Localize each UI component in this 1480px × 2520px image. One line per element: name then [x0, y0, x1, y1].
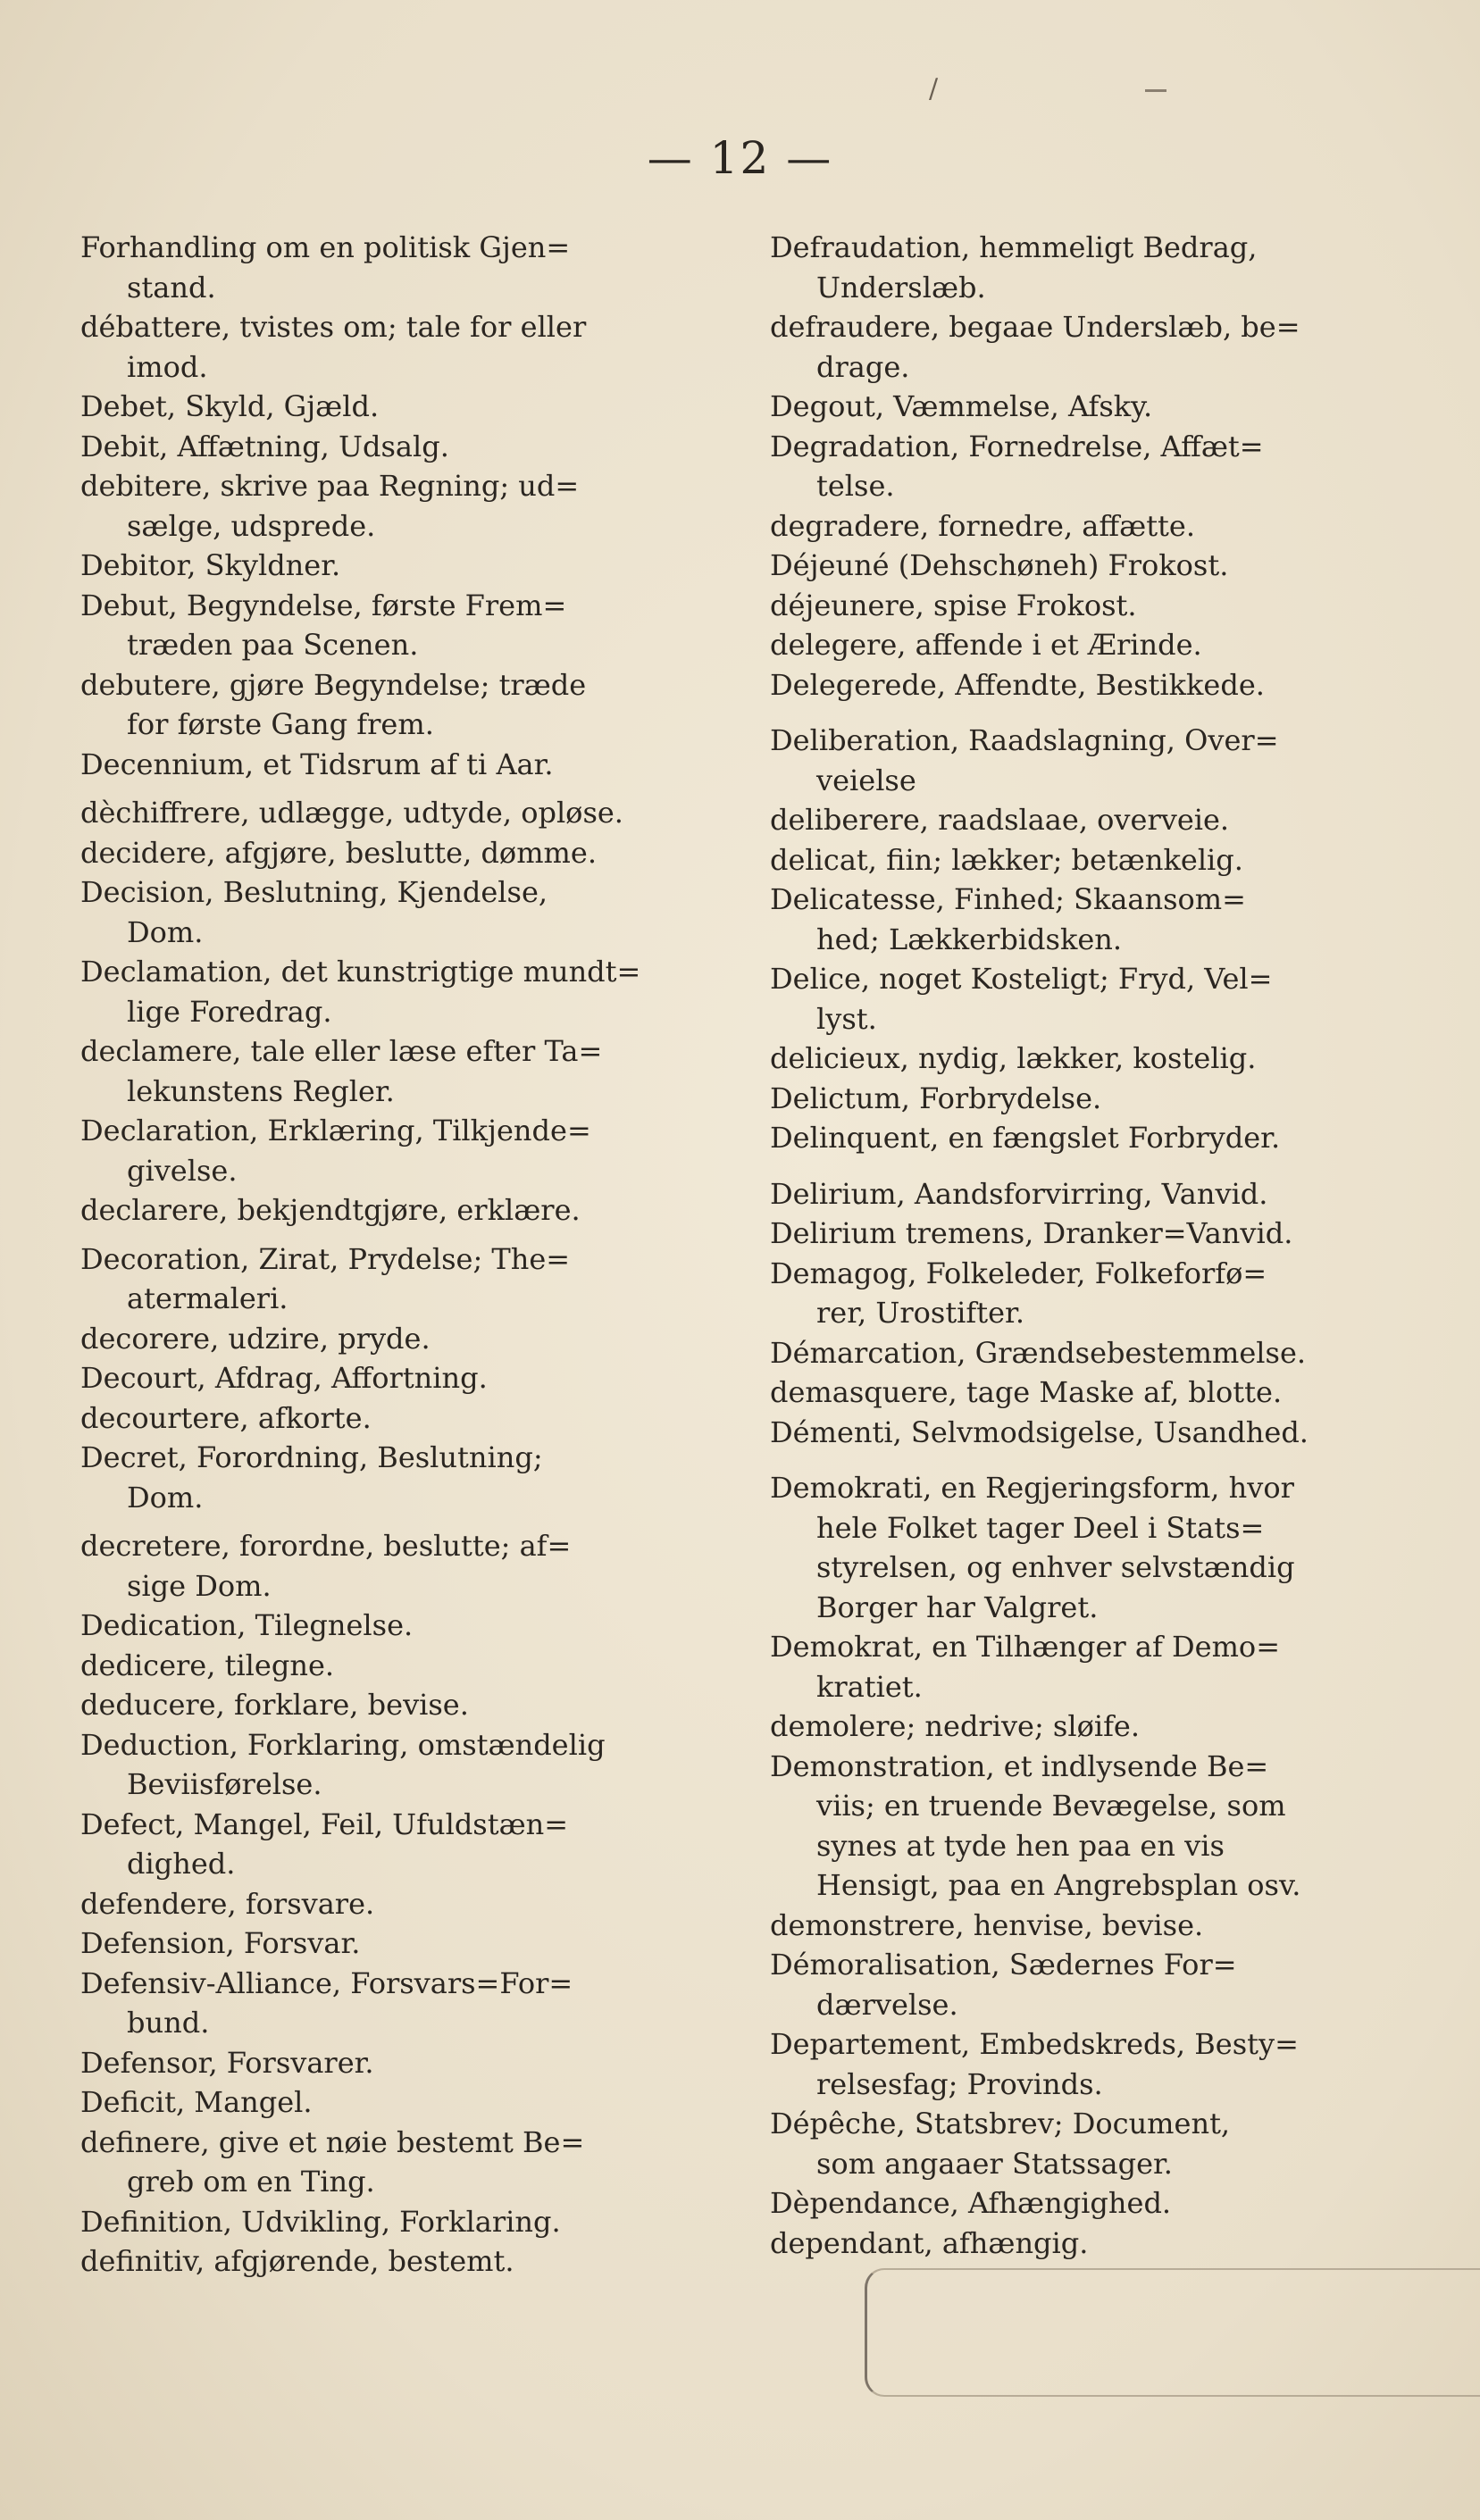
entry-continuation: sælge, udsprede.: [127, 508, 376, 543]
entry-headline: Deficit, Mangel.: [80, 2085, 313, 2119]
dictionary-entry: [80, 586, 732, 665]
entry-headline: degradere, fornedre, affætte.: [770, 508, 1196, 543]
entry-continuation: stand.: [127, 270, 216, 305]
dictionary-entry: [770, 1627, 1413, 1706]
entry-continuation: Borger har Valgret.: [816, 1590, 1099, 1624]
entry-headline: Dépêche, Statsbrev; Document,: [770, 2107, 1231, 2140]
dictionary-entry: [80, 1398, 732, 1439]
entry-continuation: relsesfag; Provinds.: [816, 2066, 1103, 2101]
entry-headline: delicieux, nydig, lækker, kostelig.: [770, 1041, 1257, 1075]
page-number: — 12 —: [647, 132, 833, 184]
dictionary-entry: [770, 1118, 1413, 1158]
dictionary-entry: [770, 1945, 1413, 2024]
dictionary-entry: [770, 427, 1413, 506]
dictionary-entry: [770, 2104, 1413, 2183]
dictionary-entry: [770, 387, 1413, 427]
entry-headline: Demokrat, en Tilhænger af Demo=: [770, 1630, 1280, 1664]
entry-headline: Delinquent, en fængslet Forbryder.: [770, 1121, 1281, 1155]
dictionary-entry: [80, 745, 732, 785]
dictionary-entry: [770, 880, 1413, 959]
dictionary-entry: [80, 1438, 732, 1517]
dictionary-entry: [80, 387, 732, 427]
dictionary-entry: [770, 546, 1413, 586]
dictionary-entry: [80, 665, 732, 745]
entry-headline: demasquere, tage Maske af, blotte.: [770, 1375, 1283, 1409]
dictionary-entry: [770, 2024, 1413, 2104]
dictionary-entry: [770, 1906, 1413, 1946]
entry-continuation: drage.: [816, 349, 910, 384]
entry-continuation: veielse: [816, 763, 916, 797]
entry-headline: delegere, affende i et Ærinde.: [770, 628, 1202, 662]
entry-headline: Delice, noget Kosteligt; Fryd, Vel=: [770, 962, 1273, 996]
dictionary-entry: [80, 1884, 732, 1924]
entry-continuation: greb om en Ting.: [127, 2165, 375, 2199]
entry-continuation: imod.: [127, 349, 208, 384]
entry-headline: débattere, tvistes om; tale for eller: [80, 310, 587, 344]
entry-continuation: Dom.: [127, 1480, 204, 1515]
entry-continuation: rer, Urostifter.: [816, 1296, 1024, 1330]
entry-headline: Decret, Forordning, Beslutning;: [80, 1440, 543, 1474]
dictionary-entry: [80, 872, 732, 952]
dictionary-entry: [770, 586, 1413, 626]
dictionary-entry: [80, 1646, 732, 1686]
entry-headline: déjeunere, spise Frokost.: [770, 588, 1137, 622]
entry-headline: Delictum, Forbrydelse.: [770, 1081, 1102, 1115]
entry-headline: Deduction, Forklaring, omstændelig: [80, 1727, 606, 1762]
dictionary-entry: [80, 1111, 732, 1190]
entry-continuation: for første Gang frem.: [127, 707, 434, 741]
entry-headline: deliberere, raadslaae, overveie.: [770, 803, 1230, 837]
dictionary-entry: [770, 2224, 1413, 2264]
entry-continuation: dighed.: [127, 1847, 236, 1881]
entry-headline: declamere, tale eller læse efter Ta=: [80, 1034, 603, 1068]
entry-headline: Defect, Mangel, Feil, Ufuldstæn=: [80, 1807, 569, 1841]
entry-headline: Defensor, Forsvarer.: [80, 2045, 374, 2080]
entry-continuation: Hensigt, paa en Angrebsplan osv.: [816, 1868, 1301, 1902]
bracket-mark: [865, 2268, 1480, 2397]
entry-continuation: synes at tyde hen paa en vis: [816, 1828, 1225, 1863]
entry-headline: Déjeuné (Dehschøneh) Frokost.: [770, 548, 1229, 582]
dictionary-entry: [80, 1526, 732, 1606]
dictionary-entry: [80, 1606, 732, 1646]
dictionary-entry: [770, 1706, 1413, 1747]
dictionary-entry: [80, 1805, 732, 1884]
entry-headline: Defension, Forsvar.: [80, 1926, 361, 1960]
dictionary-entry: [770, 1039, 1413, 1079]
entry-continuation: lige Foredrag.: [127, 994, 332, 1029]
entry-headline: Démarcation, Grændsebestemmelse.: [770, 1335, 1307, 1370]
entry-headline: Decoration, Zirat, Prydelse; The=: [80, 1241, 571, 1276]
dictionary-entry: [80, 2082, 732, 2123]
dictionary-entry: [80, 546, 732, 586]
entry-headline: Debitor, Skyldner.: [80, 548, 341, 582]
entry-headline: Debet, Skyld, Gjæld.: [80, 389, 380, 423]
entry-headline: debutere, gjøre Begyndelse; træde: [80, 667, 587, 702]
entry-headline: Defensiv-Alliance, Forsvars=For=: [80, 1965, 573, 2000]
entry-headline: Delirium tremens, Dranker=Vanvid.: [770, 1216, 1293, 1250]
entry-headline: Démenti, Selvmodsigelse, Usandhed.: [770, 1414, 1309, 1449]
entry-headline: Definition, Udvikling, Forklaring.: [80, 2204, 561, 2239]
entry-headline: Departement, Embedskreds, Besty=: [770, 2027, 1299, 2061]
dictionary-entry: [770, 2183, 1413, 2224]
entry-headline: Declamation, det kunstrigtige mundt=: [80, 955, 641, 989]
entry-headline: Forhandling om en politisk Gjen=: [80, 230, 571, 264]
entry-continuation: viis; en truende Bevægelse, som: [816, 1789, 1286, 1823]
dictionary-entry: [770, 1373, 1413, 1413]
entry-continuation: Underslæb.: [816, 270, 986, 305]
dictionary-entry: [80, 2202, 732, 2242]
entry-headline: Delicatesse, Finhed; Skaansom=: [770, 882, 1246, 916]
entry-headline: decorere, udzire, pryde.: [80, 1321, 431, 1356]
entry-continuation: hele Folket tager Deel i Stats=: [816, 1510, 1265, 1545]
entry-headline: Dedication, Tilegnelse.: [80, 1608, 414, 1642]
entry-continuation: som angaaer Statssager.: [816, 2146, 1173, 2181]
entry-continuation: Beviisførelse.: [127, 1767, 322, 1801]
entry-continuation: bund.: [127, 2006, 210, 2040]
dictionary-entry: [80, 1358, 732, 1398]
dictionary-entry: [770, 800, 1413, 840]
entry-continuation: Dom.: [127, 914, 204, 949]
dictionary-entry: [80, 952, 732, 1031]
dictionary-entry: [770, 1254, 1413, 1333]
dictionary-entry: [770, 625, 1413, 665]
dictionary-entry: [80, 1923, 732, 1964]
dictionary-entry: [770, 840, 1413, 880]
dictionary-entry: [770, 228, 1413, 307]
entry-headline: Delegerede, Affendte, Bestikkede.: [770, 667, 1265, 702]
entry-headline: decretere, forordne, beslutte; af=: [80, 1529, 572, 1563]
dictionary-entry: [80, 1725, 732, 1805]
dictionary-entry: [770, 1413, 1413, 1453]
dictionary-entry: [80, 1964, 732, 2043]
dictionary-entry: [80, 1239, 732, 1319]
entry-headline: defendere, forsvare.: [80, 1886, 375, 1921]
dictionary-entry: [770, 1079, 1413, 1119]
entry-headline: dependant, afhængig.: [770, 2225, 1089, 2260]
dictionary-entry: [80, 2043, 732, 2083]
entry-headline: Delirium, Aandsforvirring, Vanvid.: [770, 1176, 1268, 1211]
left-column: [80, 228, 732, 2282]
right-column: [770, 228, 1413, 2263]
dictionary-entry: [80, 2123, 732, 2202]
dictionary-entry: [770, 721, 1413, 800]
dictionary-entry: [770, 1333, 1413, 1373]
dictionary-entry: [80, 427, 732, 467]
dictionary-entry: [770, 1747, 1413, 1906]
entry-headline: Démoralisation, Sædernes For=: [770, 1948, 1237, 1982]
entry-headline: Deliberation, Raadslagning, Over=: [770, 723, 1279, 757]
dictionary-entry: [80, 793, 732, 833]
entry-headline: Debit, Affætning, Udsalg.: [80, 429, 449, 463]
entry-headline: Dèpendance, Afhængighed.: [770, 2186, 1172, 2220]
dictionary-entry: [80, 1319, 732, 1359]
dictionary-entry: [770, 1214, 1413, 1254]
pencil-slash-mark: /: [929, 73, 939, 104]
entry-continuation: givelse.: [127, 1153, 238, 1188]
entry-continuation: dærvelse.: [816, 1987, 958, 2022]
entry-continuation: lekunstens Regler.: [127, 1073, 395, 1108]
entry-headline: dedicere, tilegne.: [80, 1648, 335, 1682]
dictionary-entry: [80, 833, 732, 873]
entry-headline: Decourt, Afdrag, Affortning.: [80, 1361, 488, 1395]
entry-headline: Degradation, Fornedrelse, Affæt=: [770, 429, 1264, 463]
entry-headline: definere, give et nøie bestemt Be=: [80, 2124, 585, 2159]
dictionary-entry: [770, 1468, 1413, 1627]
entry-continuation: atermaleri.: [127, 1281, 288, 1315]
entry-headline: Debut, Begyndelse, første Frem=: [80, 588, 567, 622]
dictionary-entry: [80, 1031, 732, 1111]
dictionary-entry: [80, 1685, 732, 1725]
entry-continuation: sige Dom.: [127, 1568, 272, 1603]
entry-headline: Decision, Beslutning, Kjendelse,: [80, 875, 548, 909]
entry-headline: decourtere, afkorte.: [80, 1400, 372, 1435]
entry-continuation: træden paa Scenen.: [127, 628, 419, 662]
dictionary-entry: [770, 665, 1413, 705]
entry-headline: decidere, afgjøre, beslutte, dømme.: [80, 835, 597, 870]
entry-headline: defraudere, begaae Underslæb, be=: [770, 310, 1300, 344]
entry-headline: deducere, forklare, bevise.: [80, 1688, 469, 1722]
entry-continuation: styrelsen, og enhver selvstændig: [816, 1550, 1295, 1584]
dictionary-entry: [770, 307, 1413, 387]
dictionary-entry: [80, 466, 732, 546]
dictionary-entry: [770, 959, 1413, 1039]
pencil-dash-mark: [1145, 89, 1166, 92]
dictionary-entry: [80, 2241, 732, 2282]
entry-headline: delicat, fiin; lækker; betænkelig.: [770, 842, 1243, 877]
entry-headline: Degout, Væmmelse, Afsky.: [770, 389, 1153, 423]
entry-continuation: telse.: [816, 469, 895, 503]
entry-headline: Demagog, Folkeleder, Folkeforfø=: [770, 1256, 1267, 1290]
entry-continuation: lyst.: [816, 1001, 877, 1036]
dictionary-entry: [770, 506, 1413, 547]
dictionary-entry: [770, 1174, 1413, 1214]
entry-headline: Declaration, Erklæring, Tilkjende=: [80, 1114, 591, 1147]
entry-headline: Defraudation, hemmeligt Bedrag,: [770, 230, 1258, 264]
dictionary-entry: [80, 228, 732, 307]
entry-headline: debitere, skrive paa Regning; ud=: [80, 469, 580, 503]
entry-continuation: hed; Lækkerbidsken.: [816, 922, 1123, 956]
entry-headline: demolere; nedrive; sløife.: [770, 1709, 1141, 1743]
entry-continuation: kratiet.: [816, 1669, 923, 1704]
dictionary-entry: [80, 1190, 732, 1231]
entry-headline: declarere, bekjendtgjøre, erklære.: [80, 1193, 581, 1227]
entry-headline: Demonstration, et indlysende Be=: [770, 1748, 1269, 1783]
entry-headline: Demokrati, en Regjeringsform, hvor: [770, 1471, 1294, 1505]
dictionary-entry: [80, 307, 732, 387]
entry-headline: dèchiffrere, udlægge, udtyde, opløse.: [80, 796, 623, 830]
entry-headline: Decennium, et Tidsrum af ti Aar.: [80, 747, 554, 781]
entry-headline: definitiv, afgjørende, bestemt.: [80, 2244, 514, 2278]
entry-headline: demonstrere, henvise, bevise.: [770, 1907, 1204, 1942]
